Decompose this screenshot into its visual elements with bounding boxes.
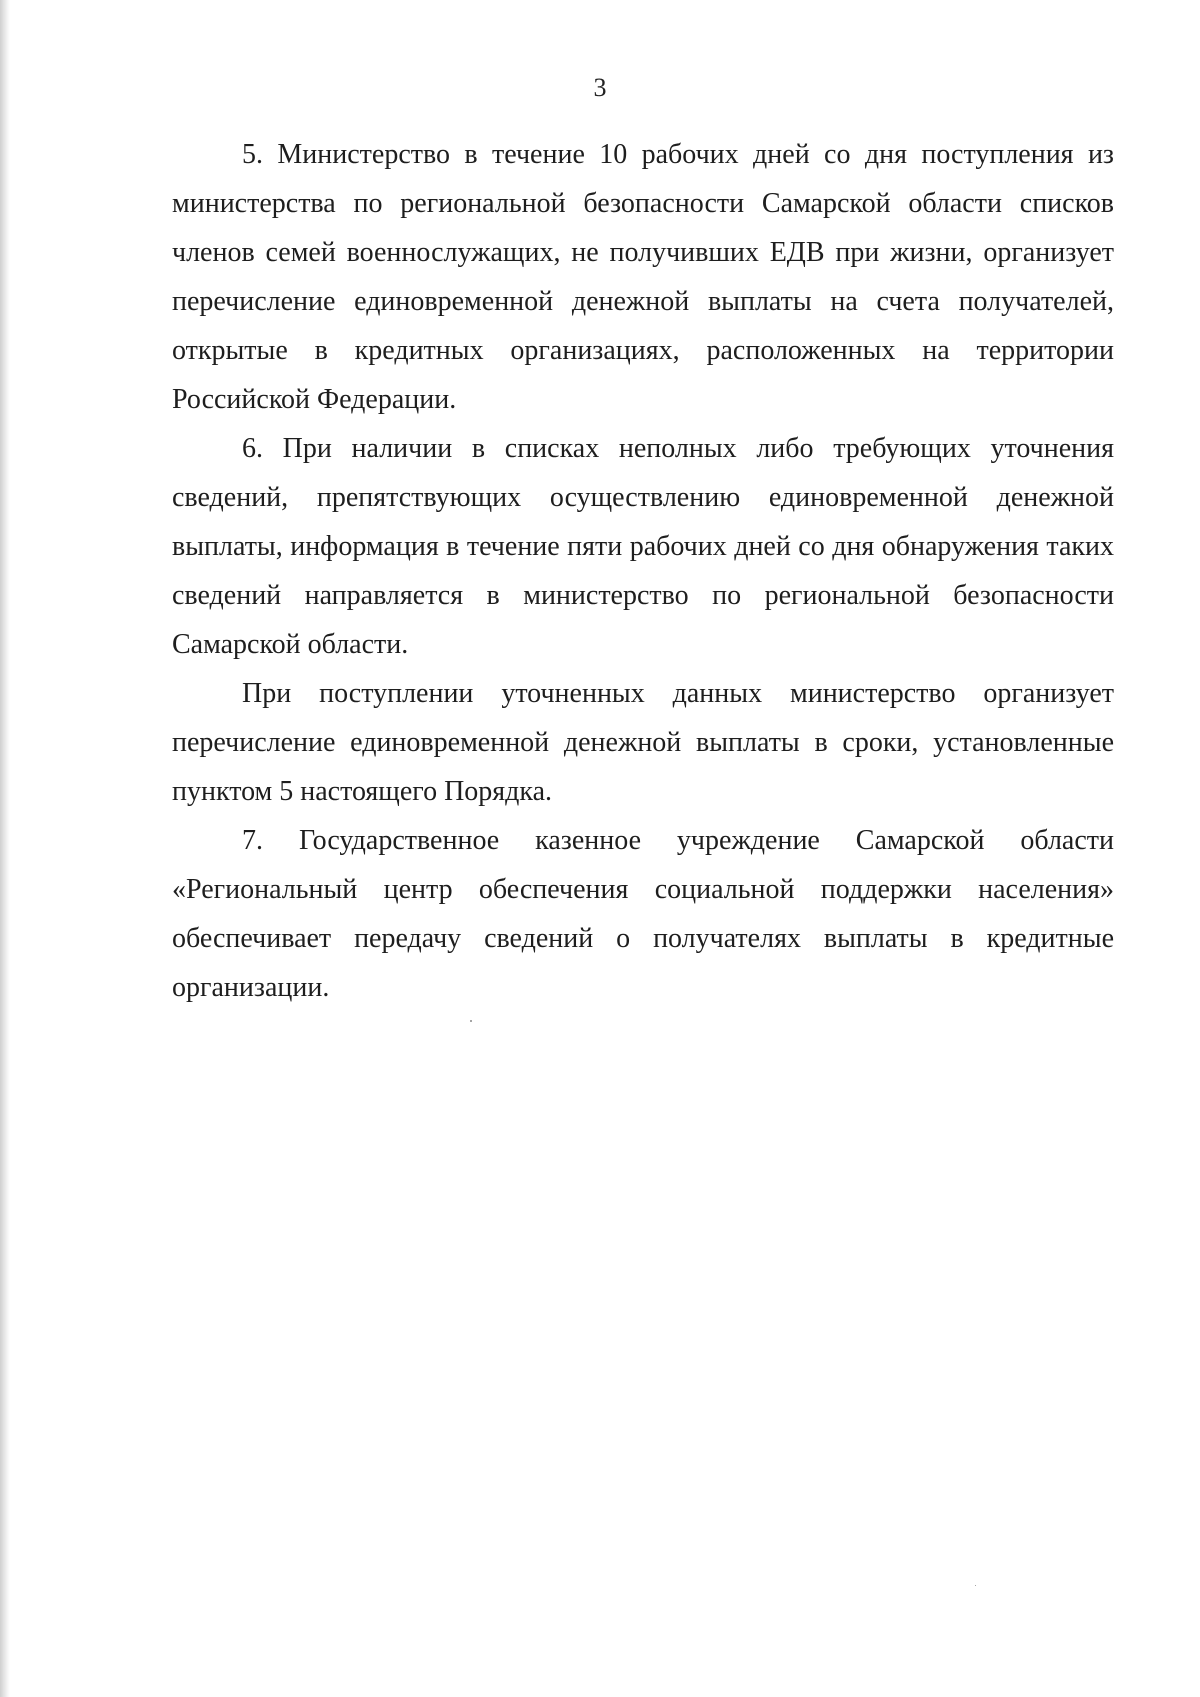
paragraph-clarified-data: При поступлении уточненных данных министерство организует перечисление единовременной денежной выплаты в сроки, установленные пунктом 5 настоящего Порядка. <box>172 678 1114 807</box>
paragraph-item-5: 5. Министерство в течение 10 рабочих дней со дня поступления из министерства по региональной безопасности Самарской области списков членов семей военнослужащих, не получивших ЕДВ при жизни, организует перечисление единовременной денежной выплаты на счета получателей, открытые в кредитных организациях, расположенных на территории Российской Федерации. <box>172 139 1114 415</box>
paragraph-item-7: 7. Государственное казенное учреждение Самарской области «Региональный центр обеспечения социальной поддержки населения» обеспечивает передачу сведений о получателях выплаты в кредитные организации. <box>172 825 1114 1003</box>
page-number: 3 <box>593 73 607 102</box>
document-body <box>172 130 1114 1012</box>
paragraph-item-6: 6. При наличии в списках неполных либо требующих уточнения сведений, препятствующих осуществлению единовременной денежной выплаты, информация в течение пяти рабочих дней со дня обнаружения таких сведений направляется в министерство по региональной безопасности Самарской области. <box>172 433 1114 660</box>
scan-speck <box>470 1020 472 1022</box>
scan-edge-shadow <box>0 0 10 1697</box>
scan-speck <box>975 1585 976 1586</box>
